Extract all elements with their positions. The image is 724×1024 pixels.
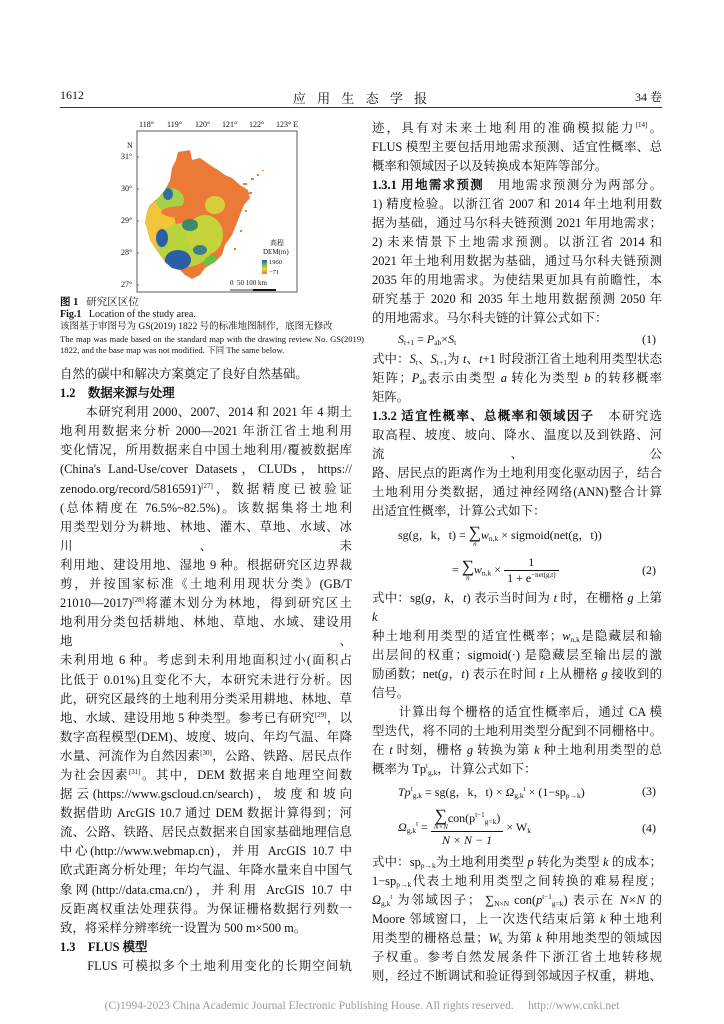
eq-sub: t+1 xyxy=(404,337,415,347)
text-segment: p xyxy=(536,893,543,907)
text-line: 子权重。参考自然发展条件下浙江省土地转移规 xyxy=(372,950,662,964)
text-line: (China's Land-Use/cover Datasets，CLUDs，https:// xyxy=(60,462,352,477)
text-segment: 种土地利用类型的适宜性概率； xyxy=(372,629,563,643)
text-segment: 表示由类型 xyxy=(426,371,501,385)
eq-sub: n,k xyxy=(481,567,492,577)
text-segment: k xyxy=(498,937,503,946)
legend-title-en: DEM(m) xyxy=(263,248,289,256)
text-segment: 在 xyxy=(372,743,390,757)
lat-label: 27° xyxy=(121,280,133,289)
eq-term: sg(g，k，t) = xyxy=(398,527,469,542)
equation-number: (4) xyxy=(642,820,656,835)
text-segment: a xyxy=(500,371,507,385)
text-line: 出层间的权重；sigmoid(·) 是隐藏层至输出层的激 xyxy=(372,648,662,662)
equation-3 xyxy=(372,779,662,803)
text-segment: 转化为类型 xyxy=(533,855,604,869)
lat-label: 29° xyxy=(121,216,133,225)
caption-cn xyxy=(60,296,364,309)
text-segment: Moore 邻域窗口，上一次迭代结束后第 xyxy=(372,912,600,926)
lon-label: 122° xyxy=(249,120,265,129)
text-line: 计算出每个栅格的适宜性概率后，通过 CA 模 xyxy=(372,705,662,719)
text-segment: k xyxy=(536,931,542,945)
text-segment: S xyxy=(430,352,437,366)
text-line: 信号。 xyxy=(372,686,410,700)
text-segment: 转换为第 xyxy=(473,743,535,757)
text-line: 致，将采样分辨率统一设置为 500 m×500 m。 xyxy=(60,920,307,935)
text-line xyxy=(372,407,662,426)
legend-max: 1960 xyxy=(269,259,282,266)
text-segment: ，数据精度已被验证 xyxy=(212,481,352,496)
equation-number: (1) xyxy=(642,331,656,346)
eq-sub: p→k xyxy=(565,790,581,800)
text-segment: t+1 xyxy=(436,358,447,367)
text-segment: g=k xyxy=(551,899,564,908)
eq-sub: k xyxy=(527,825,531,835)
equation-number: (2) xyxy=(642,562,656,577)
text-line xyxy=(372,760,662,779)
text-segment: 将灌木划分为林地，得到研究区土 xyxy=(143,596,352,611)
text-line: 2) 未来情景下土地需求预测。以浙江省 2014 和 xyxy=(372,235,662,249)
text-segment: t xyxy=(415,358,418,367)
text-segment: ，计算公式如下： xyxy=(437,762,537,776)
scale-label: 0 50 100 km xyxy=(230,279,267,287)
volume: 34 卷 xyxy=(634,90,662,104)
text-segment: 。 xyxy=(647,121,663,135)
eq-term: con(p xyxy=(447,810,476,825)
text-line: 自然的碳中和解决方案奠定了良好自然基础。 xyxy=(60,367,308,381)
text-line xyxy=(372,665,662,684)
eq-op: × xyxy=(441,331,449,346)
text-segment: ， xyxy=(448,667,462,681)
text-segment: 种土地利 xyxy=(605,912,662,926)
citation-or-superscript: [28] xyxy=(132,596,144,605)
text-segment: 用地需求预测分为两部分。 xyxy=(484,178,662,192)
text-segment: 为第 xyxy=(502,931,537,945)
citation-or-superscript: t xyxy=(426,762,428,770)
text-line xyxy=(372,627,662,646)
text-segment: g xyxy=(627,591,634,605)
text-segment: 21010—2017) xyxy=(60,596,133,611)
eq-term: Tp xyxy=(398,784,411,799)
text-line: 2021 年土地利用数据为基础，通过马尔科夫链预测 xyxy=(372,254,662,268)
sum-symbol: ∑ xyxy=(468,523,481,542)
text-line: 利用地、建设用地、湿地 9 种。根据研究区边界裁 xyxy=(60,557,352,572)
eq-term: ) xyxy=(496,810,501,825)
text-segment: n,k xyxy=(570,635,580,644)
text-line: (总体精度在 76.5%~82.5%)。该数据集将土地利 xyxy=(60,500,352,515)
text-line xyxy=(372,369,662,388)
legend-min: −71 xyxy=(269,269,280,276)
legend-title-cn: 高程 xyxy=(270,239,284,247)
text-segment: N×N xyxy=(619,893,645,907)
citation-or-superscript: [29] xyxy=(314,710,327,719)
text-segment: zenodo.org/record/5816591) xyxy=(60,481,202,496)
text-line xyxy=(372,929,662,948)
text-segment: 用类型的栅格总量； xyxy=(372,931,489,945)
text-line: FLUS 模型主要包括用地需求预测、适宜性概率、总 xyxy=(372,140,662,154)
text-segment: ) 表示在 xyxy=(563,893,620,907)
text-segment: t xyxy=(461,667,465,681)
header-rule xyxy=(60,107,662,108)
text-segment: Ω xyxy=(372,893,381,907)
eq-sub: t xyxy=(454,337,457,347)
eq-sup: t xyxy=(523,784,526,793)
text-segment: p→k xyxy=(396,880,412,889)
lat-label: 28° xyxy=(121,248,133,257)
text-segment: t xyxy=(553,591,558,605)
text-line: 2035 年的用地需求。为使结果更加具有前瞻性，本 xyxy=(372,273,662,287)
eq-term: × W xyxy=(503,819,528,834)
text-segment: 转化为类型 xyxy=(506,371,585,385)
text-segment: g xyxy=(442,667,449,681)
text-line xyxy=(372,891,662,910)
text-segment: k xyxy=(600,912,606,926)
text-segment: g,k xyxy=(428,768,438,777)
subsection-heading: 1.3.2 适宜性概率、总概率和领域因子 xyxy=(372,409,595,423)
text-segment: ) 表示在时间 xyxy=(464,667,540,681)
text-segment: 的成本； xyxy=(608,855,662,869)
text-line: 地利用数据来分析 2000—2021 年浙江省土地利用 xyxy=(60,424,352,439)
text-line: 据为基础，通过马尔科夫链预测 2021 年用地需求； xyxy=(372,216,662,230)
text-segment: 代表土地利用类型之间转换的难易程度； xyxy=(411,874,662,888)
text-segment: k xyxy=(372,610,378,624)
citation-or-superscript: [14] xyxy=(635,121,648,129)
text-segment: t xyxy=(389,743,393,757)
text-line: 概率和领域因子以及转换成本矩阵等部分。 xyxy=(372,159,608,173)
text-segment: p xyxy=(527,855,534,869)
text-line xyxy=(372,350,662,369)
text-line xyxy=(372,119,662,138)
text-segment: 为 xyxy=(446,352,463,366)
text-segment: 励函数；net( xyxy=(372,667,443,681)
text-segment: 时刻，栅格 xyxy=(392,743,467,757)
eq-term: S xyxy=(448,331,455,346)
text-segment: w xyxy=(562,629,571,643)
lat-label: 31° xyxy=(121,152,133,161)
caption-cn-text: 研究区区位 xyxy=(86,297,139,308)
text-segment: p→k xyxy=(420,861,436,870)
text-line: 的用地需求。马尔科夫链的计算公式如下： xyxy=(372,311,608,325)
text-line: 土地利用分类数据，通过神经网络(ANN)整合计算 xyxy=(372,485,662,499)
text-line: 型迭代，将不同的土地利用类型分配到不同栅格中。 xyxy=(372,724,662,738)
text-segment: +1 时段浙江省土地利用类型状态 xyxy=(482,352,663,366)
text-line: 路、居民点的距离作为土地利用变化驱动因子，结合 xyxy=(372,466,662,480)
text-line xyxy=(372,589,662,627)
text-line: 矩阵。 xyxy=(372,390,410,404)
citation-or-superscript: [27] xyxy=(201,481,213,490)
text-line xyxy=(60,594,352,613)
caption-en xyxy=(60,309,364,321)
text-segment: 概率为 Tp xyxy=(372,762,427,776)
section-heading: 1.2 数据来源与处理 xyxy=(60,386,175,401)
text-segment: ，以 xyxy=(326,710,353,725)
text-segment: 的 xyxy=(644,893,662,907)
text-line: 地利用分类包括耕地、林地、草地、水域、建设用地、 xyxy=(60,615,352,649)
equation-number: (3) xyxy=(642,783,656,798)
fraction-denominator: 1 + e xyxy=(507,570,532,585)
text-segment: ， xyxy=(431,591,445,605)
text-segment: t xyxy=(462,352,467,366)
text-line xyxy=(372,872,662,891)
text-line xyxy=(60,709,352,728)
scale-bar-black xyxy=(253,289,276,291)
study-area-map xyxy=(110,112,310,295)
lon-label: 123° E xyxy=(276,120,299,129)
text-line: 本研究利用 2000、2007、2014 和 2021 年 4 期土 xyxy=(60,405,352,420)
text-segment: P xyxy=(411,371,420,385)
text-line xyxy=(372,910,662,929)
text-line: FLUS 可模拟多个土地利用变化的长期空间轨 xyxy=(60,958,352,973)
eq-sub: g,k xyxy=(412,790,423,800)
text-segment: 种土地利用类型的总 xyxy=(539,743,662,757)
text-segment: g,k xyxy=(380,899,391,908)
text-segment: 时，在栅格 xyxy=(557,591,628,605)
text-segment: 式中： xyxy=(372,352,410,366)
north-label: N xyxy=(127,141,133,150)
text-segment: 迹，具有对未来土地利用的准确模拟能力 xyxy=(372,121,636,135)
text-segment: k xyxy=(444,591,450,605)
caption-en-text: Location of the study area. xyxy=(88,309,196,320)
citation-or-superscript: t−1 xyxy=(542,893,552,901)
text-segment: g xyxy=(425,591,432,605)
eq-term: = sg(g，k，t) × xyxy=(422,784,506,799)
fraction-numerator: 1 xyxy=(504,555,558,571)
text-segment: 水量、河流作为自然因素 xyxy=(60,748,201,763)
text-segment: t xyxy=(539,667,544,681)
text-segment: 是隐藏层和输 xyxy=(579,629,663,643)
text-line: 反距离权重法处理获得。为保证栅格数据行列数一 xyxy=(60,901,352,916)
text-segment: 、 xyxy=(466,352,480,366)
sum-symbol: ∑ xyxy=(434,806,447,825)
eq-exponent: −net(g,t) xyxy=(531,570,556,579)
citation-or-superscript: [30] xyxy=(200,748,212,757)
lon-label: 119° xyxy=(167,120,182,129)
eq-sub: g,k xyxy=(406,825,417,835)
eq-op: × xyxy=(491,561,505,576)
eq-term: w xyxy=(480,527,489,542)
text-segment: ， xyxy=(449,591,463,605)
eq-sign: = xyxy=(414,331,427,346)
eq-sup: t−1 xyxy=(475,810,485,819)
text-line xyxy=(372,741,662,760)
equation-4 xyxy=(372,803,662,853)
eq-sub: g=k xyxy=(484,816,497,826)
figure-1 xyxy=(110,112,310,295)
text-line: 据云(https://www.gscloud.cn/search)，坡度和坡向 xyxy=(60,787,352,802)
text-line: 未利用地 6 种。考虑到未利用地面积过小(面积占 xyxy=(60,653,352,668)
eq-term: S xyxy=(398,331,404,346)
eq-term: P xyxy=(426,331,435,346)
legend-colorbar xyxy=(262,260,267,274)
text-line: 此，研究区最终的土地利用分类采用耕地、林地、草 xyxy=(60,691,352,706)
text-line: 数字高程模型(DEM)、坡度、坡向、年均气温、年降 xyxy=(60,729,352,744)
text-segment: 本研究选 xyxy=(594,409,662,423)
text-line: 比低于 0.01%)且变化不大，本研究未进行分析。因 xyxy=(60,672,352,687)
text-line: 欧式距离分析处理；年均气温、年降水量来自中国气 xyxy=(60,863,352,878)
text-segment: g xyxy=(466,743,474,757)
text-line xyxy=(60,766,352,785)
sum-symbol: ∑ xyxy=(461,557,474,576)
footer xyxy=(0,1000,724,1012)
sum-index: n xyxy=(466,574,470,582)
text-line: 用类型划分为耕地、林地、灌木、草地、水域、冰川、未 xyxy=(60,519,352,553)
text-segment: 式中：sg( xyxy=(372,591,426,605)
text-segment: W xyxy=(488,931,499,945)
eq-sub: g,k xyxy=(514,790,524,800)
cnki-link[interactable]: http://www.cnki.net xyxy=(528,1000,620,1012)
text-segment: k xyxy=(603,855,609,869)
text-line: 剪，并按国家标准《土地利用现状分类》(GB/T xyxy=(60,577,352,592)
text-segment: ab xyxy=(419,377,427,386)
text-line: 变化情况，所用数据来自中国土地利用/覆被数据库 xyxy=(60,443,352,458)
text-segment: ，公路、铁路、居民点作 xyxy=(211,748,353,763)
text-line: 则，经过不断调试和验证得到邻域因子权重，耕地、 xyxy=(372,969,662,983)
eq-sub: ab xyxy=(434,337,442,347)
text-segment: 为邻域因子； ∑ xyxy=(392,893,495,907)
text-line xyxy=(372,853,662,872)
right-column xyxy=(372,119,662,986)
text-line: 流、公路、铁路、居民点数据来自国家基础地理信息 xyxy=(60,825,352,840)
eq-term: × (1−sp xyxy=(525,784,566,799)
text-segment: N×N xyxy=(494,899,510,908)
text-line: 研究基于 2020 和 2035 年土地用数据预测 2050 年 xyxy=(372,292,662,306)
eq-term: Ω xyxy=(505,784,515,799)
section-heading: 1.3 FLUS 模型 xyxy=(60,939,148,954)
text-segment: t xyxy=(462,591,467,605)
sum-index: n xyxy=(473,540,477,548)
lat-label: 30° xyxy=(121,184,133,193)
eq-sup: t xyxy=(416,819,419,828)
text-line: 数据借助 ArcGIS 10.7 通过 DEM 数据计算得到；河 xyxy=(60,806,352,821)
eq-term: ) xyxy=(580,784,585,799)
text-segment: 的转移概率 xyxy=(590,371,662,385)
text-line: 1) 精度检验。以浙江省 2007 和 2014 年土地利用数 xyxy=(372,197,662,211)
text-segment: 矩阵； xyxy=(372,371,412,385)
lon-label: 121° xyxy=(222,120,238,129)
text-segment: 式中：sp xyxy=(372,855,421,869)
scale-bar-white xyxy=(230,289,253,291)
eq-term: Ω xyxy=(398,819,407,834)
text-segment: 上从栅格 xyxy=(543,667,602,681)
eq-term: × sigmoid(net(g，t)) xyxy=(498,527,602,542)
fraction-denominator: N × N − 1 xyxy=(441,833,493,847)
text-segment: 地、水域、建设用地 5 种类型。参考已有研究 xyxy=(60,710,315,725)
text-segment: ) 表示当时间为 xyxy=(466,591,554,605)
text-segment: 为社会因素 xyxy=(60,767,129,782)
equation-2 xyxy=(372,521,662,589)
text-segment: con( xyxy=(509,893,537,907)
citation-or-superscript: t xyxy=(390,893,393,901)
caption-en-number: Fig.1 xyxy=(60,309,82,320)
caption-cn-number: 图 1 xyxy=(60,297,79,308)
journal-title: 应 用 生 态 学 报 xyxy=(292,91,432,106)
eq-sign: = xyxy=(418,819,431,834)
copyright-notice: (C)1994-2023 China Academic Journal Electronic Publishing House. All rights reserved. xyxy=(104,1000,514,1012)
subsection-heading: 1.3.1 用地需求预测 xyxy=(372,178,485,192)
text-segment: 接收到的 xyxy=(607,667,663,681)
lon-label: 120° xyxy=(195,120,211,129)
eq-sub: n,k xyxy=(488,533,499,543)
text-line: 取高程、坡度、坡向、降水、温度以及到铁路、河流、公 xyxy=(372,428,662,461)
text-segment: t xyxy=(479,352,483,366)
text-segment: 为土地利用类型 xyxy=(435,855,528,869)
text-segment: 、 xyxy=(417,352,431,366)
text-line: 出适宜性概率，计算公式如下： xyxy=(372,504,546,518)
eq-sup: t xyxy=(410,784,413,793)
text-segment: g xyxy=(601,667,608,681)
page-number: 1612 xyxy=(60,88,84,102)
text-segment: S xyxy=(409,352,416,366)
equation-1 xyxy=(372,328,662,350)
text-line xyxy=(60,480,352,499)
text-segment: b xyxy=(584,371,591,385)
caption-note-cn: 该图基于审图号为 GS(2019) 1822 号的标准地图制作，底图无修改 xyxy=(60,322,333,332)
eq-term: w xyxy=(473,561,482,576)
text-line: 象网(http://data.cma.cn/)，并利用 ArcGIS 10.7 中 xyxy=(60,882,352,897)
eq-sign: = xyxy=(452,561,462,576)
lon-label: 118° xyxy=(139,120,154,129)
citation-or-superscript: [31] xyxy=(128,767,141,776)
text-line xyxy=(60,747,352,766)
text-line: 中心(http://www.webmap.cn)，并用 ArcGIS 10.7 中 xyxy=(60,844,352,859)
sum-index: N×N xyxy=(433,823,448,831)
text-segment: k xyxy=(534,743,540,757)
text-line xyxy=(372,176,662,195)
text-segment: 。其中，DEM 数据来自地理空间数 xyxy=(140,767,352,782)
text-segment: 种用地类型的领域因 xyxy=(541,931,662,945)
text-segment: 上第 xyxy=(633,591,663,605)
left-column xyxy=(60,365,352,976)
text-segment: 1−sp xyxy=(372,874,397,888)
caption-note-en: The map was made based on the standard map with the drawing review No. GS(2019) 1822, and the base map was not modified. 下同 The same below. xyxy=(60,334,364,355)
